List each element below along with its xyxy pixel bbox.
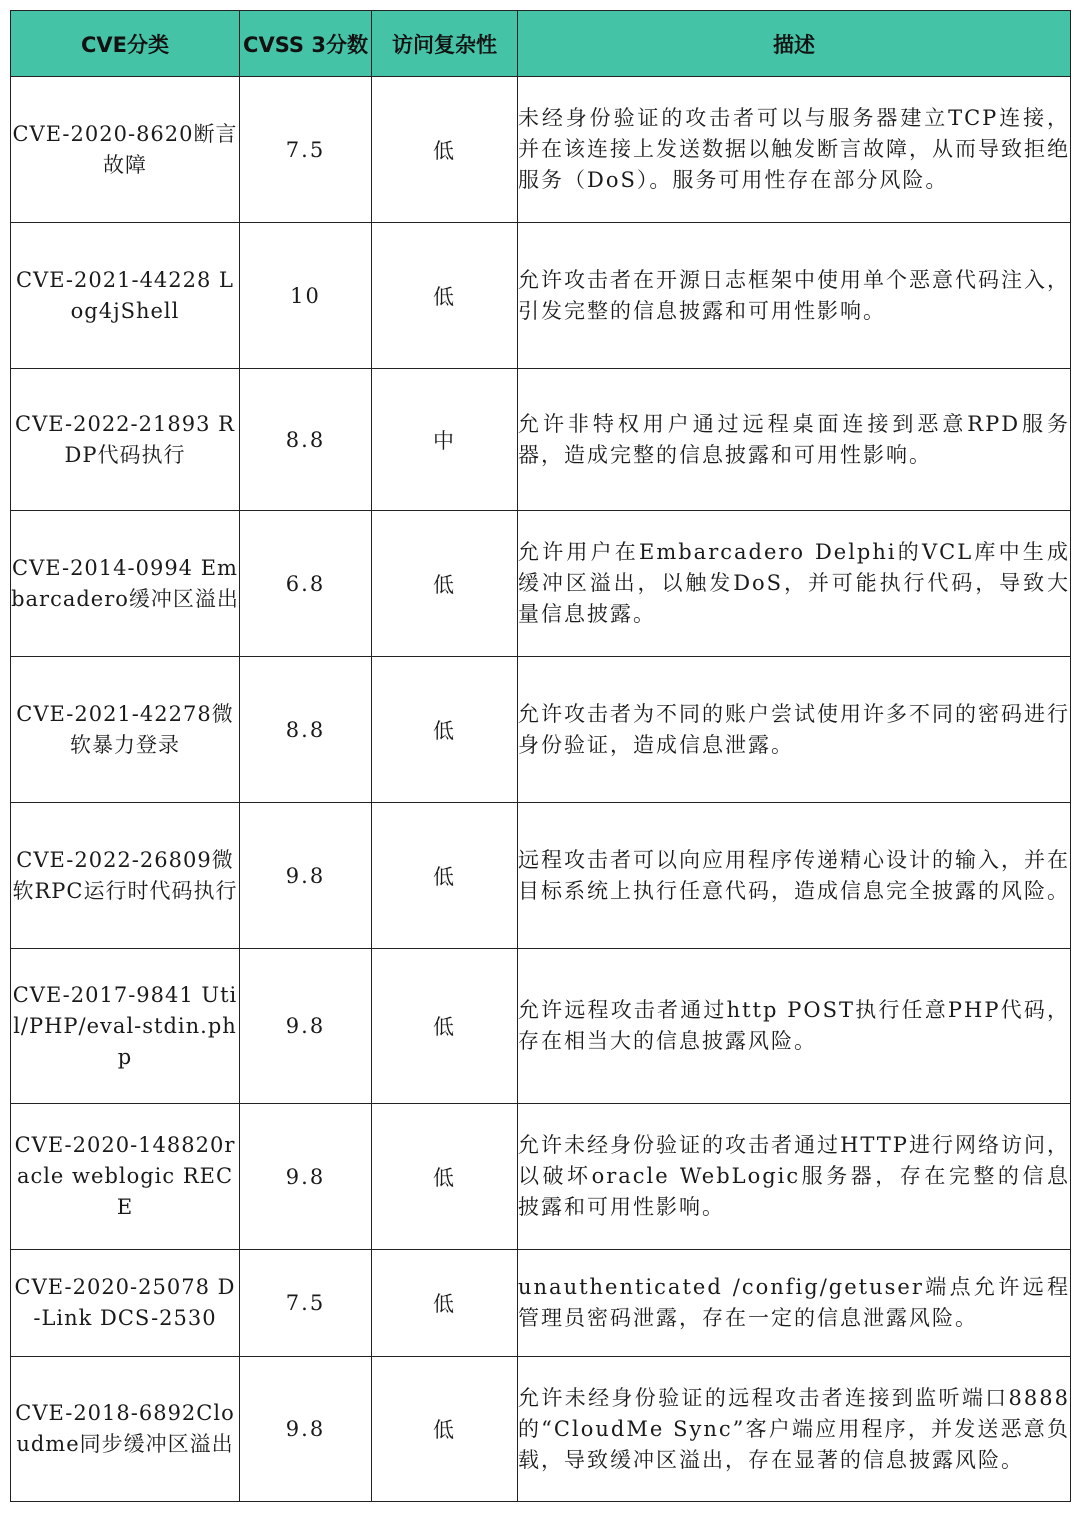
description-cell: 允许用户在Embarcadero Delphi的VCL库中生成缓冲区溢出，以触发DoS，并可能执行代码，导致大量信息披露。 [518, 511, 1071, 657]
table-row [11, 223, 1071, 369]
description-cell: 未经身份验证的攻击者可以与服务器建立TCP连接，并在该连接上发送数据以触发断言故障，从而导致拒绝服务（DoS）。服务可用性存在部分风险。 [518, 77, 1071, 223]
cve-name-cell: CVE-2014-0994 Embarcadero缓冲区溢出 [11, 511, 240, 657]
cve-name-cell: CVE-2021-42278微软暴力登录 [11, 657, 240, 803]
header-access-complexity: 访问复杂性 [372, 11, 518, 77]
complexity-cell: 低 [372, 511, 518, 657]
description-cell: 允许未经身份验证的攻击者通过HTTP进行网络访问，以破坏oracle WebLogic服务器，存在完整的信息披露和可用性影响。 [518, 1104, 1071, 1250]
cvss-score-cell: 8.8 [240, 369, 372, 511]
cvss-score-cell: 7.5 [240, 1250, 372, 1357]
table-row [11, 1357, 1071, 1502]
cvss-score-cell: 8.8 [240, 657, 372, 803]
cve-name-cell: CVE-2022-26809微软RPC运行时代码执行 [11, 803, 240, 949]
cve-name-cell: CVE-2017-9841 Util/PHP/eval-stdin.php [11, 949, 240, 1104]
cve-name-cell: CVE-2018-6892Cloudme同步缓冲区溢出 [11, 1357, 240, 1502]
description-cell: 允许攻击者在开源日志框架中使用单个恶意代码注入，引发完整的信息披露和可用性影响。 [518, 223, 1071, 369]
cvss-score-cell: 9.8 [240, 949, 372, 1104]
complexity-cell: 低 [372, 77, 518, 223]
header-cve-category: CVE分类 [11, 11, 240, 77]
table-row [11, 1250, 1071, 1357]
cvss-score-cell: 10 [240, 223, 372, 369]
table-row [11, 77, 1071, 223]
complexity-cell: 低 [372, 949, 518, 1104]
complexity-cell: 低 [372, 223, 518, 369]
table-row [11, 949, 1071, 1104]
complexity-cell: 低 [372, 1357, 518, 1502]
cve-name-cell: CVE-2022-21893 RDP代码执行 [11, 369, 240, 511]
table-row [11, 657, 1071, 803]
complexity-cell: 低 [372, 657, 518, 803]
table-header-row [11, 11, 1071, 77]
cve-name-cell: CVE-2020-8620断言故障 [11, 77, 240, 223]
description-cell: 允许攻击者为不同的账户尝试使用许多不同的密码进行身份验证，造成信息泄露。 [518, 657, 1071, 803]
description-cell: 远程攻击者可以向应用程序传递精心设计的输入，并在目标系统上执行任意代码，造成信息完全披露的风险。 [518, 803, 1071, 949]
cvss-score-cell: 9.8 [240, 1357, 372, 1502]
table-row [11, 511, 1071, 657]
table-row [11, 1104, 1071, 1250]
header-cvss-score: CVSS 3分数 [240, 11, 372, 77]
cve-name-cell: CVE-2020-148820racle weblogic RECE [11, 1104, 240, 1250]
complexity-cell: 低 [372, 803, 518, 949]
complexity-cell: 中 [372, 369, 518, 511]
complexity-cell: 低 [372, 1250, 518, 1357]
cvss-score-cell: 7.5 [240, 77, 372, 223]
description-cell: unauthenticated /config/getuser端点允许远程管理员密码泄露，存在一定的信息泄露风险。 [518, 1250, 1071, 1357]
header-description: 描述 [518, 11, 1071, 77]
table-row [11, 803, 1071, 949]
cve-table [10, 10, 1071, 1502]
complexity-cell: 低 [372, 1104, 518, 1250]
cve-name-cell: CVE-2020-25078 D-Link DCS-2530 [11, 1250, 240, 1357]
description-cell: 允许远程攻击者通过http POST执行任意PHP代码，存在相当大的信息披露风险。 [518, 949, 1071, 1104]
description-cell: 允许非特权用户通过远程桌面连接到恶意RPD服务器，造成完整的信息披露和可用性影响。 [518, 369, 1071, 511]
cvss-score-cell: 6.8 [240, 511, 372, 657]
cvss-score-cell: 9.8 [240, 803, 372, 949]
cvss-score-cell: 9.8 [240, 1104, 372, 1250]
cve-name-cell: CVE-2021-44228 Log4jShell [11, 223, 240, 369]
description-cell: 允许未经身份验证的远程攻击者连接到监听端口8888的“CloudMe Sync”客户端应用程序，并发送恶意负载，导致缓冲区溢出，存在显著的信息披露风险。 [518, 1357, 1071, 1502]
table-row [11, 369, 1071, 511]
